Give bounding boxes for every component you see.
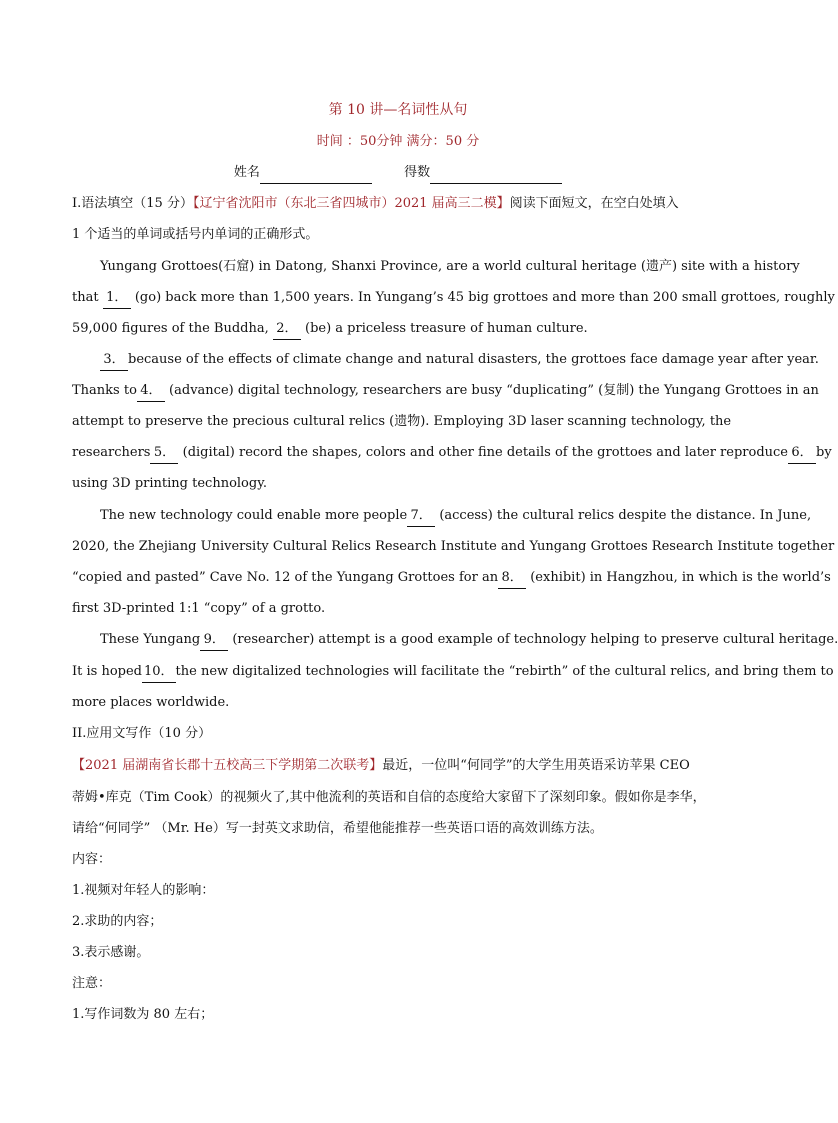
section2-line2: 蒂姆•库克（Tim Cook）的视频火了,其中他流利的英语和自信的态度给大家留下了深刻印象。假如你是李华，: [72, 790, 706, 805]
p2-text: researchers: [72, 445, 151, 460]
p4-line1: [72, 630, 838, 651]
note-item-1: 1.写作词数为 80 左右；: [72, 1007, 214, 1022]
p2-text: Thanks to: [72, 383, 137, 398]
p2-text: (advance) digital technology, researchers are busy “duplicating” (复制) the Yungang Grottoes in an: [169, 383, 819, 398]
p3-text: “copied and pasted” Cave No. 12 of the Yungang Grottoes for an: [72, 570, 499, 585]
p1-text: (go) back more than 1,500 years. In Yungang’s 45 big grottoes and more than 200 small grottoes, roughly: [134, 290, 835, 305]
section1-heading: [72, 194, 679, 214]
page-title: 第 10 讲—名词性从句: [328, 102, 468, 118]
p2-line2: [72, 381, 819, 402]
p4-text: It is hoped: [72, 664, 142, 679]
name-score-fields: [72, 163, 724, 184]
p3-line1: [72, 506, 811, 527]
p1-text: 59,000 figures of the Buddha,: [72, 321, 269, 336]
time-score-line: 时间 ：50分钟 满分：50 分: [316, 134, 480, 149]
p1-line3: [72, 319, 588, 340]
p3-line4: first 3D-printed 1:1 “copy” of a grotto.: [72, 601, 326, 616]
blank-4[interactable]: 4．: [137, 381, 165, 402]
p4-text: the new digitalized technologies will facilitate the “rebirth” of the cultural relics, and bring them to: [175, 664, 834, 679]
blank-10[interactable]: 10．: [142, 662, 176, 683]
blank-7[interactable]: 7．: [407, 506, 435, 527]
blank-9[interactable]: 9．: [200, 630, 228, 651]
blank-6[interactable]: 6．: [788, 443, 816, 464]
content-item-1: 1.视频对年轻人的影响：: [72, 883, 215, 898]
p1-line1: Yungang Grottoes(石窟) in Datong, Shanxi Province, are a world cultural heritage (遗产) site with a history: [100, 259, 800, 274]
content-item-3: 3.表示感谢。: [72, 945, 150, 960]
section1-heading-text: I.语法填空（15 分）: [72, 196, 193, 211]
p3-text: (access) the cultural relics despite the distance. In June,: [439, 508, 812, 523]
p4-line2: [72, 662, 834, 683]
p2-line3: attempt to preserve the precious cultural relics (遗物). Employing 3D laser scanning technology, the: [72, 414, 732, 429]
p2-text: by: [816, 445, 832, 460]
score-label: 得数: [404, 165, 431, 180]
p1-line2: [72, 288, 835, 309]
blank-5[interactable]: 5．: [150, 443, 178, 464]
p1-text: (be) a priceless treasure of human culture.: [305, 321, 588, 336]
p3-line3: [72, 568, 831, 589]
section1-instruction-2: 1 个适当的单词或括号内单词的正确形式。: [72, 227, 319, 242]
blank-3[interactable]: 3．: [100, 350, 128, 371]
note-label: 注意：: [72, 976, 112, 991]
p2-text: (digital) record the shapes, colors and other fine details of the grottoes and later reproduce: [182, 445, 788, 460]
p2-line4: [72, 443, 832, 464]
section1-instruction: 阅读下面短文，在空白处填入: [509, 196, 679, 211]
p4-line3: more places worldwide.: [72, 695, 230, 710]
section2-text: 最近，一位叫“何同学”的大学生用英语采访苹果 CEO: [382, 758, 690, 773]
section2-line3: 请给“何同学” （Mr. He）写一封英文求助信，希望他能推荐一些英语口语的高效训练方法。: [72, 821, 603, 836]
content-item-2: 2.求助的内容；: [72, 914, 163, 929]
score-field[interactable]: [430, 163, 562, 184]
p2-line5: using 3D printing technology.: [72, 476, 267, 491]
section2-heading: II.应用文写作（10 分）: [72, 726, 212, 741]
name-label: 姓名: [233, 165, 260, 180]
blank-2[interactable]: 2．: [273, 319, 301, 340]
p3-text: The new technology could enable more people: [100, 508, 408, 523]
section2-line1: [72, 756, 690, 776]
p2-line1: [72, 350, 819, 371]
blank-1[interactable]: 1．: [103, 288, 131, 309]
section1-source: 【辽宁省沈阳市（东北三省四城市）2021 届高三二模】: [192, 196, 510, 211]
p3-text: (exhibit) in Hangzhou, in which is the world’s: [530, 570, 831, 585]
p1-text: that: [72, 290, 99, 305]
p4-text: These Yungang: [100, 632, 201, 647]
p4-text: (researcher) attempt is a good example of technology helping to preserve cultural heritage.: [232, 632, 838, 647]
section2-source: 【2021 届湖南省长郡十五校高三下学期第二次联考】: [72, 758, 383, 773]
content-label: 内容：: [72, 852, 112, 867]
p3-line2: 2020, the Zhejiang University Cultural Relics Research Institute and Yungang Grottoes Research Institute together: [72, 539, 835, 554]
blank-8[interactable]: 8．: [498, 568, 526, 589]
name-field[interactable]: [260, 163, 372, 184]
p2-text: because of the effects of climate change and natural disasters, the grottoes face damage year after year.: [128, 352, 819, 367]
